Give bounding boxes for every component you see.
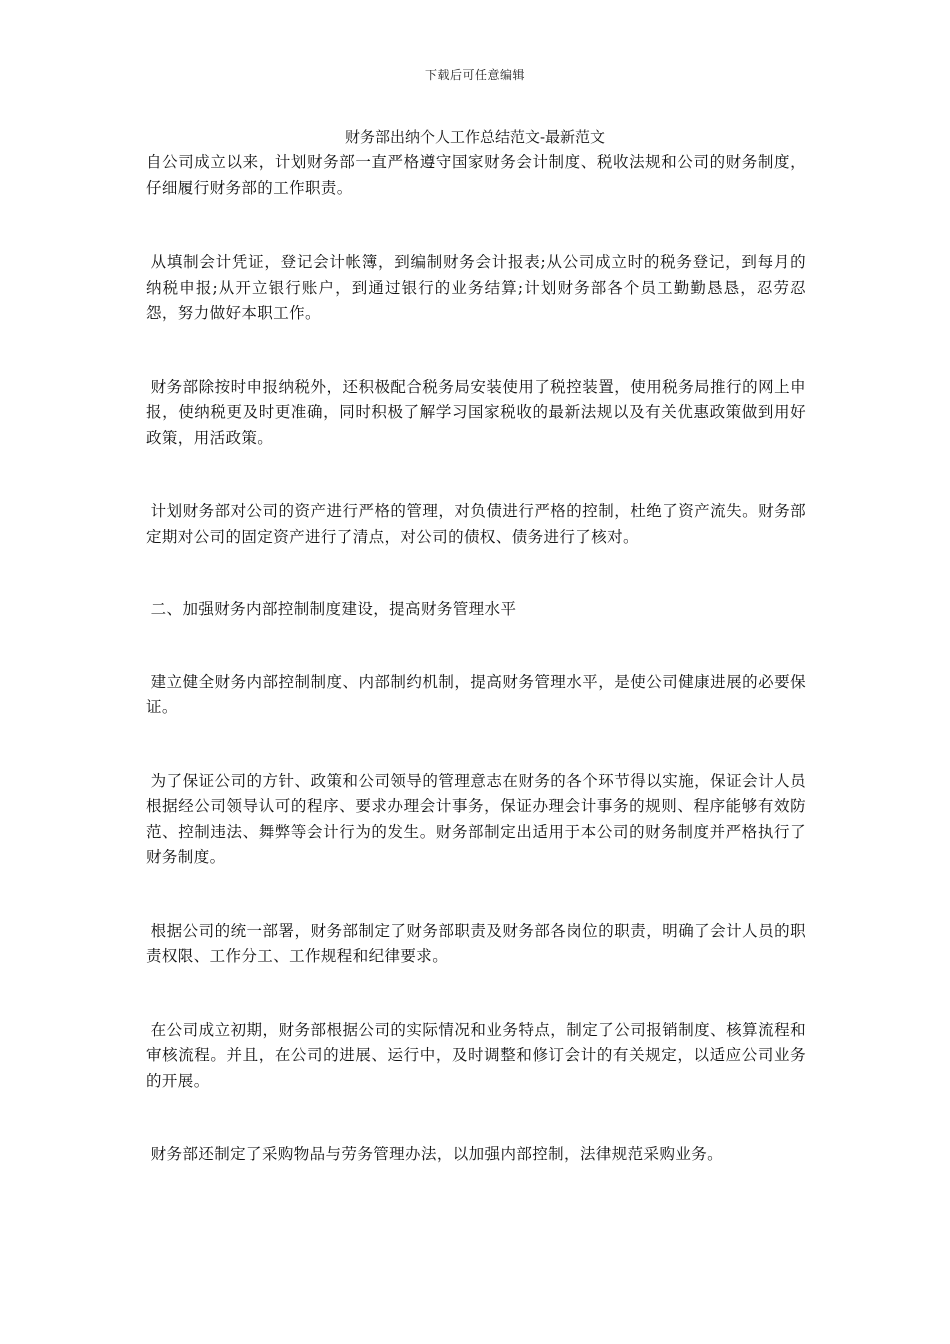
header-note: 下载后可任意编辑	[424, 68, 525, 82]
document-body	[146, 150, 806, 1168]
paragraph: 财务部除按时申报纳税外，还积极配合税务局安装使用了税控装置，使用税务局推行的网上申报，使纳税更及时更准确，同时积极了解学习国家税收的最新法规以及有关优惠政策做到用好政策，用活政策。	[146, 377, 806, 447]
section-heading: 二、加强财务内部控制制度建设，提高财务管理水平	[150, 600, 517, 618]
paragraph: 计划财务部对公司的资产进行严格的管理，对负债进行严格的控制，杜绝了资产流失。财务部定期对公司的固定资产进行了清点，对公司的债权、债务进行了核对。	[146, 502, 806, 546]
paragraph: 建立健全财务内部控制制度、内部制约机制，提高财务管理水平，是使公司健康进展的必要保证。	[146, 672, 806, 716]
paragraph: 财务部还制定了采购物品与劳务管理办法，以加强内部控制，法律规范采购业务。	[150, 1145, 724, 1163]
paragraph: 从填制会计凭证，登记会计帐簿，到编制财务会计报表;从公司成立时的税务登记，到每月的纳税申报;从开立银行账户，到通过银行的业务结算;计划财务部各个员工勤勤恳恳，忍劳忍怨，努力做好本职工作。	[146, 253, 806, 322]
paragraph: 根据公司的统一部署，财务部制定了财务部职责及财务部各岗位的职责，明确了会计人员的职责权限、工作分工、工作规程和纪律要求。	[146, 921, 806, 965]
document-title: 财务部出纳个人工作总结范文-最新范文	[344, 128, 606, 146]
paragraph: 自公司成立以来，计划财务部一直严格遵守国家财务会计制度、税收法规和公司的财务制度，仔细履行财务部的工作职责。	[146, 153, 806, 197]
paragraph: 在公司成立初期，财务部根据公司的实际情况和业务特点，制定了公司报销制度、核算流程和审核流程。并且，在公司的进展、运行中，及时调整和修订会计的有关规定，以适应公司业务的开展。	[146, 1020, 806, 1090]
paragraph: 为了保证公司的方针、政策和公司领导的管理意志在财务的各个环节得以实施，保证会计人员根据经公司领导认可的程序、要求办理会计事务，保证办理会计事务的规则、程序能够有效防范、控制违法、舞弊等会计行为的发生。财务部制定出适用于本公司的财务制度并严格执行了财务制度。	[146, 771, 806, 866]
